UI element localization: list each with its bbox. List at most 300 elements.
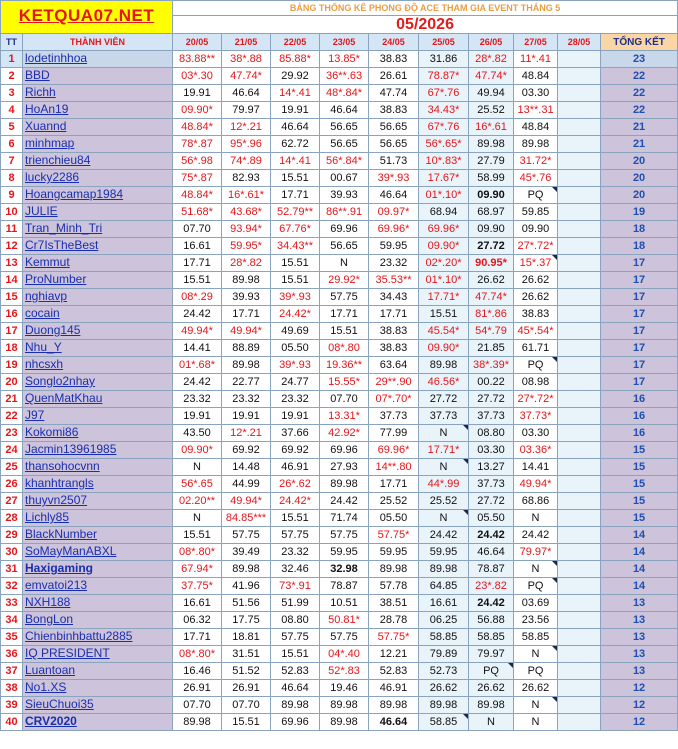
member-link[interactable]: IQ PRESIDENT	[25, 646, 110, 660]
score-cell: 15.51	[222, 714, 271, 731]
score-cell: 26*.62	[271, 476, 320, 493]
score-cell: 13.85*	[320, 51, 369, 68]
score-cell: 23.32	[173, 391, 222, 408]
header-date: 27/05	[514, 34, 558, 51]
score-cell-empty	[558, 136, 601, 153]
score-cell: 48.84*	[173, 187, 222, 204]
score-cell: 23.32	[222, 391, 271, 408]
score-cell: 32.98	[320, 561, 369, 578]
score-cell: 13.27	[469, 459, 514, 476]
table-row	[1, 442, 678, 459]
score-cell: 17.67*	[419, 170, 469, 187]
score-cell: 49.94*	[173, 323, 222, 340]
member-link[interactable]: ProNumber	[25, 272, 87, 286]
row-number: 36	[1, 646, 23, 663]
score-cell: 24.42*	[271, 493, 320, 510]
row-number: 22	[1, 408, 23, 425]
member-cell	[23, 85, 173, 102]
score-cell: 32.46	[271, 561, 320, 578]
score-cell: 59.95	[369, 238, 419, 255]
score-cell: 02.20**	[173, 493, 222, 510]
score-cell-empty	[558, 153, 601, 170]
score-cell-empty	[558, 272, 601, 289]
member-cell	[23, 714, 173, 731]
score-cell: 02*.20*	[419, 255, 469, 272]
score-cell: PQ	[514, 357, 558, 374]
score-cell-empty	[558, 561, 601, 578]
row-number: 21	[1, 391, 23, 408]
score-cell-empty	[558, 476, 601, 493]
score-cell: 03.30	[469, 442, 514, 459]
member-link[interactable]: Kokomi86	[25, 425, 79, 439]
score-cell: 38*.39*	[469, 357, 514, 374]
score-cell: 07.70	[173, 221, 222, 238]
member-link[interactable]: NXH188	[25, 595, 71, 609]
score-cell: 25.52	[469, 102, 514, 119]
total-cell: 12	[601, 714, 678, 731]
score-cell: 36**.63	[320, 68, 369, 85]
member-link[interactable]: Songlo2nhay	[25, 374, 96, 388]
member-link[interactable]: Nhu_Y	[25, 340, 62, 354]
member-cell	[23, 595, 173, 612]
score-cell: 57.75	[320, 629, 369, 646]
score-cell: 58.85	[419, 629, 469, 646]
table-body	[1, 51, 678, 731]
member-link[interactable]: HoAn19	[25, 102, 69, 116]
score-cell: 26.62	[469, 680, 514, 697]
table-row	[1, 51, 678, 68]
score-cell: 89.98	[369, 561, 419, 578]
score-cell: 16.61	[419, 595, 469, 612]
member-link[interactable]: SieuChuoi35	[25, 697, 94, 711]
member-link[interactable]: Richh	[25, 85, 56, 99]
score-cell-empty	[558, 697, 601, 714]
score-cell: 19.91	[173, 85, 222, 102]
score-cell: 37.73	[469, 476, 514, 493]
table-row	[1, 459, 678, 476]
score-cell-empty	[558, 408, 601, 425]
score-cell: 23.32	[271, 391, 320, 408]
score-cell: 07*.70*	[369, 391, 419, 408]
score-cell: 52.83	[271, 663, 320, 680]
score-cell: 08*.80*	[173, 646, 222, 663]
member-link[interactable]: QuenMatKhau	[25, 391, 103, 405]
score-cell: 37.75*	[173, 578, 222, 595]
score-cell: 15.51	[173, 272, 222, 289]
score-cell: 12*.21	[222, 119, 271, 136]
total-cell: 18	[601, 221, 678, 238]
member-link[interactable]: Luantoan	[25, 663, 76, 677]
score-cell: 74*.89	[222, 153, 271, 170]
score-cell: 89.98	[469, 136, 514, 153]
score-cell: 49.94*	[514, 476, 558, 493]
score-cell: 19.36**	[320, 357, 369, 374]
score-cell: 17.71	[369, 306, 419, 323]
table-row	[1, 612, 678, 629]
member-link[interactable]: Tran_Minh_Tri	[25, 221, 103, 235]
score-cell: 47.74*	[222, 68, 271, 85]
score-cell: 03.36*	[514, 442, 558, 459]
score-cell: 15.51	[173, 527, 222, 544]
table-row	[1, 136, 678, 153]
row-number: 11	[1, 221, 23, 238]
header-member: THÀNH VIÊN	[23, 34, 173, 51]
row-number: 40	[1, 714, 23, 731]
score-cell-empty	[558, 170, 601, 187]
score-cell: 56*.65	[173, 476, 222, 493]
score-cell-empty	[558, 187, 601, 204]
score-cell: 45.54*	[419, 323, 469, 340]
table-row	[1, 323, 678, 340]
score-cell: 78*.87	[173, 136, 222, 153]
score-cell: 27.72	[469, 391, 514, 408]
score-cell: 09.90	[469, 187, 514, 204]
header-date: 23/05	[320, 34, 369, 51]
member-link[interactable]: Chienbinhbattu2885	[25, 629, 133, 643]
member-cell	[23, 153, 173, 170]
score-cell: N	[514, 646, 558, 663]
score-cell: 49.69	[271, 323, 320, 340]
row-number: 13	[1, 255, 23, 272]
score-cell: 09.90*	[173, 102, 222, 119]
total-cell: 15	[601, 510, 678, 527]
row-number: 37	[1, 663, 23, 680]
score-cell: 26.91	[173, 680, 222, 697]
member-cell	[23, 425, 173, 442]
score-cell: 15.51	[419, 306, 469, 323]
row-number: 7	[1, 153, 23, 170]
score-cell: 85.88*	[271, 51, 320, 68]
score-cell: 06.32	[173, 612, 222, 629]
score-cell: 52.73	[419, 663, 469, 680]
member-link[interactable]: Lichly85	[25, 510, 70, 524]
score-cell: 89.98	[419, 561, 469, 578]
score-cell: 46.64	[222, 85, 271, 102]
score-cell: 57.75*	[369, 629, 419, 646]
score-cell: 28*.82	[222, 255, 271, 272]
member-link[interactable]: lodetinhhoa	[25, 51, 88, 65]
score-cell: 27*.72*	[514, 391, 558, 408]
score-cell: 17.71	[369, 476, 419, 493]
member-link[interactable]: BongLon	[25, 612, 74, 626]
table-row	[1, 629, 678, 646]
header-date: 25/05	[419, 34, 469, 51]
score-cell: 69.96*	[369, 221, 419, 238]
score-cell: 45*.76	[514, 170, 558, 187]
member-link[interactable]: Xuannd	[25, 119, 67, 133]
row-number: 34	[1, 612, 23, 629]
score-cell: 14.41	[514, 459, 558, 476]
score-cell: 44*.99	[419, 476, 469, 493]
table-row	[1, 204, 678, 221]
score-cell: 08.98	[514, 374, 558, 391]
score-cell: 09.90*	[419, 340, 469, 357]
score-cell: 46.64	[469, 544, 514, 561]
score-cell: 16.61	[173, 595, 222, 612]
member-cell	[23, 119, 173, 136]
total-cell: 16	[601, 408, 678, 425]
score-cell: 16.61	[173, 238, 222, 255]
total-cell: 23	[601, 51, 678, 68]
score-cell: 51.99	[271, 595, 320, 612]
score-cell: 10.51	[320, 595, 369, 612]
score-cell: 10*.83*	[419, 153, 469, 170]
score-cell-empty	[558, 425, 601, 442]
member-cell	[23, 204, 173, 221]
score-cell: 16*.61*	[222, 187, 271, 204]
score-cell: 48.84	[514, 119, 558, 136]
score-cell: 27.72	[469, 493, 514, 510]
score-cell: 56.88	[469, 612, 514, 629]
member-cell	[23, 408, 173, 425]
member-link[interactable]: emvatoi213	[25, 578, 88, 592]
member-cell	[23, 442, 173, 459]
member-link[interactable]: BBD	[25, 68, 50, 82]
table-row	[1, 646, 678, 663]
score-cell: 21.85	[469, 340, 514, 357]
total-cell: 15	[601, 476, 678, 493]
member-link[interactable]: nghiavp	[25, 289, 68, 303]
score-cell: 77.99	[369, 425, 419, 442]
total-cell: 13	[601, 646, 678, 663]
row-number: 35	[1, 629, 23, 646]
score-cell: 14*.41	[271, 85, 320, 102]
score-cell: 46.91	[271, 459, 320, 476]
member-cell	[23, 187, 173, 204]
score-cell: 79.89	[419, 646, 469, 663]
member-cell	[23, 680, 173, 697]
member-link[interactable]: Duong145	[25, 323, 81, 337]
score-cell: 24.42*	[271, 306, 320, 323]
score-cell: 14.48	[222, 459, 271, 476]
score-cell: 19.91	[173, 408, 222, 425]
member-link[interactable]: CRV2020	[25, 714, 77, 728]
member-link[interactable]: Kemmut	[25, 255, 70, 269]
member-cell	[23, 493, 173, 510]
score-cell: 89.98	[222, 357, 271, 374]
score-cell: 15*.37	[514, 255, 558, 272]
score-cell: 89.98	[514, 136, 558, 153]
score-cell-empty	[558, 680, 601, 697]
score-cell: 56.65	[369, 136, 419, 153]
row-number: 20	[1, 374, 23, 391]
table-row	[1, 374, 678, 391]
total-cell: 20	[601, 170, 678, 187]
table-row	[1, 238, 678, 255]
total-cell: 21	[601, 119, 678, 136]
table-row	[1, 255, 678, 272]
score-cell: 24.42	[173, 306, 222, 323]
table-title: BẢNG THỐNG KÊ PHONG ĐỘ ACE THAM GIA EVENT THÁNG 5	[173, 1, 678, 16]
score-cell: 93.94*	[222, 221, 271, 238]
row-number: 15	[1, 289, 23, 306]
score-cell: 26.62	[514, 680, 558, 697]
table-row	[1, 187, 678, 204]
member-link[interactable]: nhcsxh	[25, 357, 64, 371]
score-cell: 17.71	[173, 629, 222, 646]
score-cell-empty	[558, 629, 601, 646]
score-cell: 26.62	[514, 289, 558, 306]
member-link[interactable]: No1.XS	[25, 680, 67, 694]
member-link[interactable]: thuyvn2507	[25, 493, 88, 507]
table-row	[1, 714, 678, 731]
member-link[interactable]: BlackNumber	[25, 527, 98, 541]
score-cell: 46.64	[271, 680, 320, 697]
member-link[interactable]: Haxigaming	[25, 561, 94, 575]
score-cell: 43.68*	[222, 204, 271, 221]
total-cell: 22	[601, 85, 678, 102]
table-row	[1, 85, 678, 102]
score-cell: 38.83	[369, 323, 419, 340]
member-cell	[23, 697, 173, 714]
score-cell: 08.80	[271, 612, 320, 629]
member-cell	[23, 391, 173, 408]
row-number: 17	[1, 323, 23, 340]
score-cell-empty	[558, 493, 601, 510]
member-cell	[23, 663, 173, 680]
score-cell: 67.94*	[173, 561, 222, 578]
score-cell-empty	[558, 578, 601, 595]
score-cell-empty	[558, 204, 601, 221]
score-cell: 58.99	[469, 170, 514, 187]
table-row	[1, 272, 678, 289]
score-cell: 34.43**	[271, 238, 320, 255]
score-cell: 89.98	[419, 357, 469, 374]
table-row	[1, 527, 678, 544]
score-cell: 46.64	[320, 102, 369, 119]
member-link[interactable]: khanhtrangls	[25, 476, 94, 490]
member-cell	[23, 102, 173, 119]
total-cell: 12	[601, 697, 678, 714]
member-link[interactable]: cocain	[25, 306, 60, 320]
score-cell: 79.97	[469, 646, 514, 663]
score-cell: 07.70	[222, 697, 271, 714]
score-cell: PQ	[514, 578, 558, 595]
score-cell: 78.87*	[419, 68, 469, 85]
table-row	[1, 425, 678, 442]
total-cell: 22	[601, 102, 678, 119]
score-cell: 22.77	[222, 374, 271, 391]
member-link[interactable]: lucky2286	[25, 170, 80, 184]
header-date: 26/05	[469, 34, 514, 51]
member-link[interactable]: SoMayManABXL	[25, 544, 117, 558]
member-cell	[23, 170, 173, 187]
table-row	[1, 357, 678, 374]
score-cell: 79.97*	[514, 544, 558, 561]
score-cell: 03*.30	[173, 68, 222, 85]
score-cell: 57.75	[271, 629, 320, 646]
score-cell: 78.87	[469, 561, 514, 578]
score-cell: 69.96*	[419, 221, 469, 238]
table-row	[1, 408, 678, 425]
score-cell: 59.85	[514, 204, 558, 221]
score-cell: 71.74	[320, 510, 369, 527]
member-cell	[23, 459, 173, 476]
score-cell: 39*.93	[369, 170, 419, 187]
row-number: 23	[1, 425, 23, 442]
score-cell: 49.94*	[222, 493, 271, 510]
score-cell: N	[514, 714, 558, 731]
score-cell: 26.62	[469, 272, 514, 289]
table-row	[1, 697, 678, 714]
total-cell: 12	[601, 680, 678, 697]
member-link[interactable]: minhmap	[25, 136, 75, 150]
score-cell-empty	[558, 510, 601, 527]
member-link[interactable]: thansohocvnn	[25, 459, 100, 473]
row-number: 27	[1, 493, 23, 510]
table-row	[1, 561, 678, 578]
score-cell: 07.70	[320, 391, 369, 408]
score-cell: 19.91	[271, 102, 320, 119]
score-cell: 64.85	[419, 578, 469, 595]
score-cell: 57.78	[369, 578, 419, 595]
score-cell-empty	[558, 544, 601, 561]
score-cell: 17.71*	[419, 289, 469, 306]
row-number: 8	[1, 170, 23, 187]
score-cell: 08*.80*	[173, 544, 222, 561]
score-cell: 11*.41	[514, 51, 558, 68]
score-cell: 28.78	[369, 612, 419, 629]
score-cell: PQ	[514, 663, 558, 680]
score-cell: 13.31*	[320, 408, 369, 425]
member-link[interactable]: J97	[25, 408, 45, 422]
row-number: 14	[1, 272, 23, 289]
score-cell: 38.83	[369, 102, 419, 119]
score-cell: 09.90*	[419, 238, 469, 255]
score-cell-empty	[558, 289, 601, 306]
score-cell: 17.71	[320, 306, 369, 323]
total-cell: 13	[601, 612, 678, 629]
score-cell: 69.96	[271, 714, 320, 731]
member-cell	[23, 612, 173, 629]
member-link[interactable]: JULIE	[25, 204, 58, 218]
score-cell: 56.65	[320, 238, 369, 255]
score-cell: 14**.80	[369, 459, 419, 476]
score-cell: 03.69	[514, 595, 558, 612]
score-cell: 46.91	[369, 680, 419, 697]
member-cell	[23, 238, 173, 255]
score-cell: 48.84*	[173, 119, 222, 136]
score-cell: PQ	[469, 663, 514, 680]
member-link[interactable]: Hoangcamap1984	[25, 187, 124, 201]
score-cell: 37.66	[271, 425, 320, 442]
total-cell: 18	[601, 238, 678, 255]
score-cell: 51.52	[222, 663, 271, 680]
total-cell: 17	[601, 357, 678, 374]
score-cell: 37.73	[419, 408, 469, 425]
score-cell: 57.75	[271, 527, 320, 544]
member-link[interactable]: Cr7IsTheBest	[25, 238, 99, 252]
score-cell: 39.49	[222, 544, 271, 561]
score-cell: 44.99	[222, 476, 271, 493]
total-cell: 17	[601, 255, 678, 272]
score-cell: 45*.54*	[514, 323, 558, 340]
score-cell: N	[173, 510, 222, 527]
score-cell: 13**.31	[514, 102, 558, 119]
row-number: 9	[1, 187, 23, 204]
score-cell: 39*.93	[271, 289, 320, 306]
header-date: 21/05	[222, 34, 271, 51]
score-cell: 48*.84*	[320, 85, 369, 102]
score-cell: 38.51	[369, 595, 419, 612]
score-cell: 15.51	[271, 510, 320, 527]
member-link[interactable]: trienchieu84	[25, 153, 91, 167]
score-cell: N	[419, 510, 469, 527]
score-cell: 00.22	[469, 374, 514, 391]
score-cell: 52*.83	[320, 663, 369, 680]
score-cell-empty	[558, 714, 601, 731]
member-link[interactable]: Jacmin13961985	[25, 442, 117, 456]
